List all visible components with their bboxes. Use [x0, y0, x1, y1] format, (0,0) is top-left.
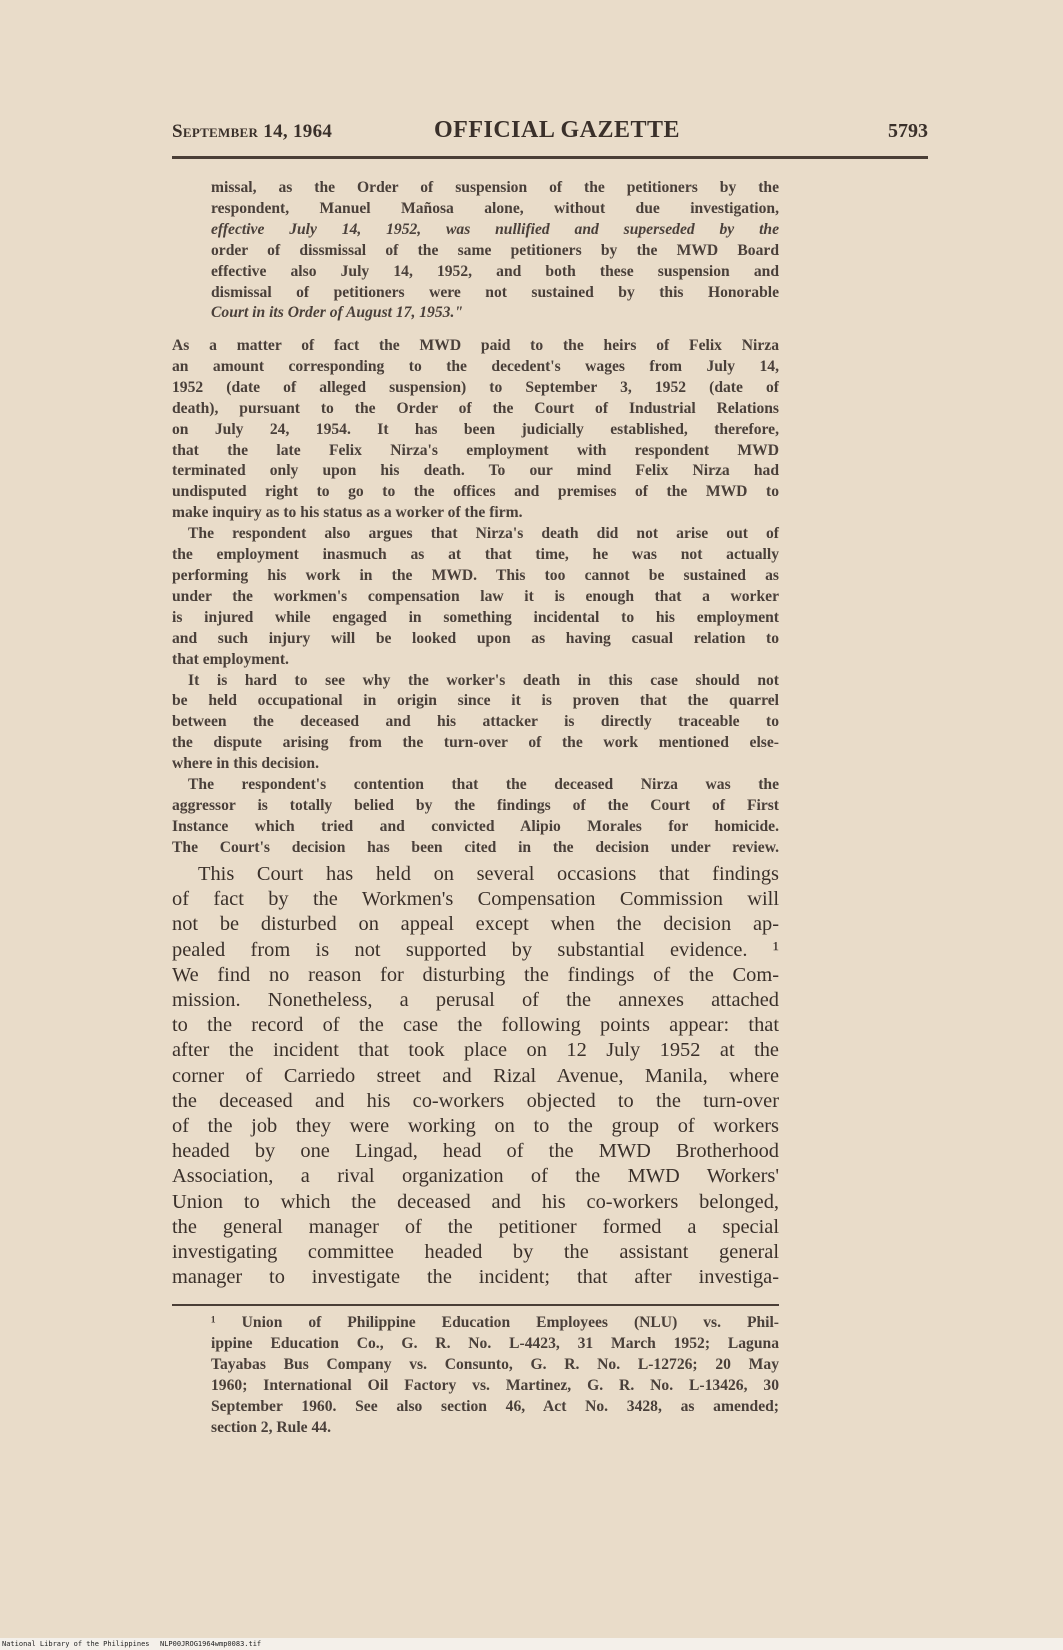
text-line: The respondent also argues that Nirza's death did not arise out of: [188, 525, 779, 543]
quote-line: missal, as the Order of suspension of the petitioners by the: [211, 179, 779, 196]
text-line: between the deceased and his attacker is directly traceable to: [172, 713, 779, 731]
text-line: the deceased and his co-workers objected to the turn-over: [172, 1089, 779, 1112]
text-line: of the job they were working on to the group of workers: [172, 1115, 779, 1138]
quote-line: dismissal of petitioners were not sustained by this Honorable: [211, 283, 779, 301]
text-line: undisputed right to go to the offices and premises of the MWD to: [172, 483, 779, 501]
text-line: is injured while engaged in something incidental to his employment: [172, 608, 779, 626]
footnote-line: Tayabas Bus Company vs. Consunto, G. R. No. L-12726; 20 May: [211, 1355, 779, 1373]
quote-line: order of dissmissal of the same petitioners by the MWD Board: [211, 241, 779, 259]
header-date: September 14, 1964: [172, 121, 333, 142]
text-line: to the record of the case the following points appear: that: [172, 1014, 779, 1037]
scan-filename: NLP00JROG1964wmp0083.tif: [160, 1640, 262, 1648]
text-line: not be disturbed on appeal except when the decision ap-: [172, 913, 779, 936]
text-line: This Court has held on several occasions that findings: [198, 863, 779, 885]
text-line: mission. Nonetheless, a perusal of the annexes attached: [172, 989, 779, 1012]
footnote-line: 1960; International Oil Factory vs. Martinez, G. R. No. L-13426, 30: [211, 1376, 779, 1394]
text-line: on July 24, 1954. It has been judicially established, therefore,: [172, 420, 779, 438]
text-line: The Court's decision has been cited in the decision under review.: [172, 838, 779, 856]
text-line: make inquiry as to his status as a worker of the firm.: [172, 504, 523, 522]
block-quote: [211, 178, 779, 324]
quote-line: effective July 14, 1952, was nullified and superseded by the: [211, 220, 779, 238]
header-rule: [172, 156, 928, 159]
body-small-text: [172, 336, 779, 859]
text-line: Association, a rival organization of the MWD Workers': [172, 1165, 779, 1188]
text-line: after the incident that took place on 12 July 1952 at the: [172, 1039, 779, 1062]
text-line: 1952 (date of alleged suspension) to September 3, 1952 (date of: [172, 378, 779, 396]
page-header: [172, 117, 928, 151]
publication-title: OFFICIAL GAZETTE: [434, 117, 681, 143]
text-line: terminated only upon his death. To our mind Felix Nirza had: [172, 462, 779, 480]
text-line: that employment.: [172, 650, 289, 668]
text-line: the dispute arising from the turn-over of the work mentioned else-: [172, 734, 779, 752]
footnote-rule: [172, 1304, 779, 1306]
quote-line: effective also July 14, 1952, and both these suspension and: [211, 262, 779, 280]
text-line: pealed from is not supported by substantial evidence. ¹: [172, 938, 779, 961]
paragraph-1: [172, 336, 779, 524]
text-line: corner of Carriedo street and Rizal Avenue, Manila, where: [172, 1064, 779, 1087]
paragraph-2: [172, 524, 779, 670]
text-line: Union to which the deceased and his co-workers belonged,: [172, 1190, 779, 1213]
text-line: performing his work in the MWD. This too cannot be sustained as: [172, 566, 779, 584]
text-line: It is hard to see why the worker's death in this case should not: [188, 671, 779, 689]
text-line: investigating committee headed by the assistant general: [172, 1241, 779, 1264]
footnote-line: September 1960. See also section 46, Act No. 3428, as amended;: [211, 1397, 779, 1415]
text-line: As a matter of fact the MWD paid to the heirs of Felix Nirza: [172, 337, 779, 354]
footnote-line: ¹ Union of Philippine Education Employees (NLU) vs. Phil-: [211, 1314, 779, 1331]
body-large-text: [172, 862, 779, 1290]
quote-line: Court in its Order of August 17, 1953.": [211, 304, 464, 322]
text-line: the general manager of the petitioner formed a special: [172, 1215, 779, 1238]
text-line: headed by one Lingad, head of the MWD Brotherhood: [172, 1140, 779, 1163]
text-line: and such injury will be looked upon as having casual relation to: [172, 629, 779, 647]
text-line: The respondent's contention that the deceased Nirza was the: [188, 776, 779, 794]
scan-footer: [0, 1638, 1063, 1650]
paragraph-4: [172, 775, 779, 859]
footnote-line: section 2, Rule 44.: [211, 1418, 331, 1436]
text-line: of fact by the Workmen's Compensation Commission will: [172, 888, 779, 911]
text-line: under the workmen's compensation law it is enough that a worker: [172, 587, 779, 605]
text-line: We find no reason for disturbing the findings of the Com-: [172, 963, 779, 986]
text-line: the employment inasmuch as at that time, he was not actually: [172, 546, 779, 564]
text-line: that the late Felix Nirza's employment with respondent MWD: [172, 441, 779, 459]
paragraph-3: [172, 671, 779, 776]
text-line: death), pursuant to the Order of the Court of Industrial Relations: [172, 399, 779, 417]
scan-library: National Library of the Philippines: [2, 1640, 150, 1648]
text-line: be held occupational in origin since it is proven that the quarrel: [172, 692, 779, 710]
text-line: an amount corresponding to the decedent's wages from July 14,: [172, 357, 779, 375]
text-line: manager to investigate the incident; that after investiga-: [172, 1266, 779, 1289]
page-number: 5793: [888, 120, 928, 142]
footnote: [211, 1313, 779, 1438]
text-line: Instance which tried and convicted Alipio Morales for homicide.: [172, 817, 779, 835]
text-line: where in this decision.: [172, 755, 319, 773]
footnote-line: ippine Education Co., G. R. No. L-4423, 31 March 1952; Laguna: [211, 1334, 779, 1352]
quote-line: respondent, Manuel Mañosa alone, without due investigation,: [211, 199, 779, 217]
text-line: aggressor is totally belied by the findings of the Court of First: [172, 796, 779, 814]
